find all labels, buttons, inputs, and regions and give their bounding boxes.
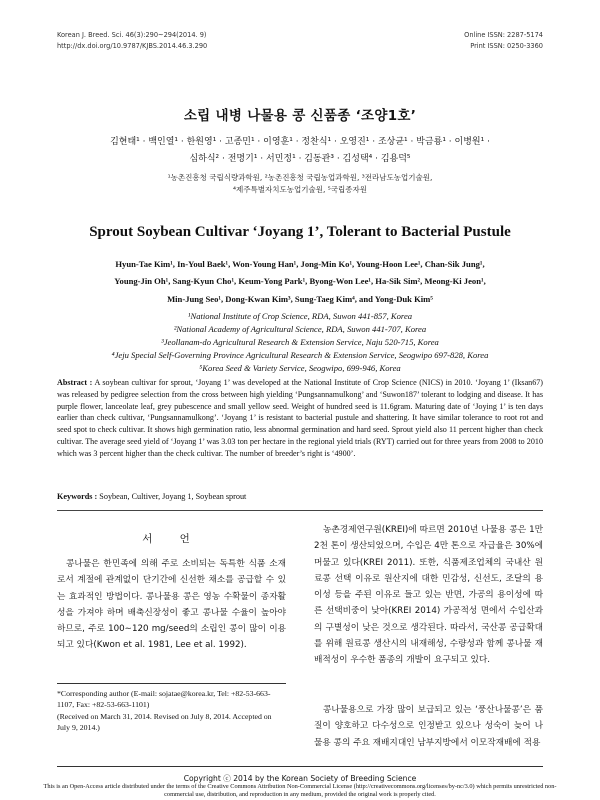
online-issn: Online ISSN: 2287-5174: [464, 31, 543, 39]
corresponding-author-note: *Corresponding author (E-mail: sojatae@korea.kr, Tel: +82-53-663-1107, Fax: +82-53-663-1101): [57, 689, 271, 709]
english-affiliation-5: ⁵Korea Seed & Variety Service, Seogwipo, 699-946, Korea: [199, 363, 401, 373]
keywords: [57, 492, 246, 501]
keywords-text: Soybean, Cultiver, Joyang 1, Soybean sprout: [99, 492, 247, 501]
abstract-text: A soybean cultivar for sprout, ‘Joyang 1’ was developed at the National Institute of Crop Science (NICS) in 2010. ‘Joyang 1’ (Iksan67) was released by pedigree selection from the cross between high yielding ‘Pungsannamulkong’ and ‘Suwon187’ tolerant to lodging and disease. It has purple flower, lanceolate leaf, grey pubescence and small yellow seed. Weight of hundred seed is 11.6gram. Maturing date of ‘Joying 1’ is ten days earlier than check cultivar, ‘Pungsannamulkong’. ‘Joyang 1’ is resistant to bacterial pustule and shattering. It have similar tolerance to root rot and seed spot to check cultivar. It shows high germination ratio, less abnormal germination and hard seed. Sprout yield also 11 percent higher than check cultivar. The average seed yield of ‘Joyang 1’ was 3.03 ton per hectare in the regional yield trials (RYT) carried out for three years from 2008 to 2010 which was 3 percent higher than the check cultivar. The number of breeder’s right is ‘4900’.: [57, 378, 544, 458]
english-affiliation-4: ⁴Jeju Special Self-Governing Province Agricultural Research & Extension Service, Seogwipo 697-828, Korea: [111, 350, 489, 360]
intro-paragraph-left: 콩나물은 한민족에 의해 주로 소비되는 독특한 식품 소재로서 계절에 관계없이 단기간에 신선한 채소를 공급할 수 있는 효과적인 방법이다. 콩나물용 콩은 영농 수확물이 종자활성을 가져야 하며 배축신장성이 좋고 콩나물 수율이 높아야 하므로, 주로 100∼120 mg/seed의 소립인 콩이 많이 이용되고 있다(Kwon et al. 1981, Lee et al. 1992).: [57, 559, 286, 651]
intro-paragraph-right-1: 농촌경제연구원(KREI)에 따르면 2010년 나물용 콩은 1만 2천 톤이 생산되었으며, 수입은 4만 톤으로 자급율은 30%에 머물고 있다(KREI 2011). 또한, 식품제조업체의 국내산 원료콩 선택 이유로 원산지에 대한 민감성, 신선도, 조달의 용이성 등을 주된 이유로 들고 있는 반면, 가공의 용이성에 따른 선택비중이 낮아(KREI 2014) 가공적성 면에서 수입산과의 구별성이 낮은 것으로 생각된다. 따라서, 국산콩 공급확대를 위해 원료콩 생산시의 내재해성, 수량성과 함께 콩나물 재배적성이 우수한 품종의 개발이 요구되고 있다.: [314, 525, 543, 666]
license-notice: This is an Open-Access article distributed under the terms of the Creative Commons Attribution Non-Commercial License (http://creativecommons.org/licenses/by-nc/3.0) which permits unrestricted non-commercial use, distribution, and reproduction in any medium, provided the original work is properly cited.: [43, 783, 557, 798]
footer-divider: [57, 766, 543, 767]
english-authors-line-1: Hyun-Tae Kim¹, In-Youl Baek¹, Won-Young Han¹, Jong-Min Ko¹, Young-Hoon Lee¹, Chan-Sik Jung¹,: [115, 259, 485, 269]
english-affiliation-2: ²National Academy of Agricultural Science, RDA, Suwon 441-707, Korea: [173, 324, 427, 334]
journal-citation: Korean J. Breed. Sci. 46(3):290~294(2014. 9): [57, 31, 207, 39]
english-affiliation-3: ³Jeollanam-do Agricultural Research & Extension Service, Naju 520-715, Korea: [161, 337, 439, 347]
english-affiliation-1: ¹National Institute of Crop Science, RDA, Suwon 441-857, Korea: [187, 311, 413, 321]
english-authors-line-3: Min-Jung Seo¹, Dong-Kwan Kim³, Sung-Taeg Kim⁴, and Yong-Duk Kim⁵: [167, 294, 433, 304]
copyright-notice: Copyright ⓒ 2014 by the Korean Society of Breeding Science: [183, 774, 417, 783]
keywords-label: Keywords :: [57, 492, 98, 501]
korean-title: 소립 내병 나물용 콩 신품종 ‘조양1호’: [183, 108, 417, 124]
print-issn: Print ISSN: 0250-3360: [470, 42, 543, 50]
abstract: [57, 377, 543, 460]
korean-authors-line-1: 김현태¹ · 백인열¹ · 한원영¹ · 고종민¹ · 이영훈¹ · 정찬식¹ · 오영진¹ · 조상균¹ · 박금룡¹ · 이병원¹ ·: [110, 137, 490, 147]
korean-affiliations-line-2: ⁴제주특별자치도농업기술원, ⁵국립종자원: [233, 185, 367, 194]
section-title-introduction: 서 언: [142, 533, 202, 545]
footnote-divider: [57, 683, 286, 684]
doi-link[interactable]: http://dx.doi.org/10.9787/KJBS.2014.46.3.290: [57, 42, 208, 50]
divider: [57, 510, 543, 511]
korean-authors-line-2: 심하식² · 전명기¹ · 서민정¹ · 김동관³ · 김성택⁴ · 김용덕⁵: [189, 154, 411, 164]
english-authors-line-2: Young-Jin Oh¹, Sang-Kyun Cho¹, Keum-Yong Park¹, Byong-Won Lee¹, Ha-Sik Sim², Meong-Ki Jeon¹,: [114, 276, 486, 286]
english-title: Sprout Soybean Cultivar ‘Joyang 1’, Tolerant to Bacterial Pustule: [89, 224, 511, 240]
intro-paragraph-right-2: 콩나물용으로 가장 많이 보급되고 있는 ‘풍산나물콩’은 품질이 양호하고 다수성으로 인정받고 있으나 성숙이 늦어 나물용 콩의 주요 재배지대인 남부지방에서 이모작재배에 적용: [314, 705, 543, 748]
korean-affiliations-line-1: ¹농촌진흥청 국립식량과학원, ²농촌진흥청 국립농업과학원, ³전라남도농업기술원,: [167, 173, 433, 182]
received-dates-note: (Received on March 31, 2014. Revised on July 8, 2014. Accepted on July 9, 2014.): [57, 712, 272, 732]
abstract-label: Abstract :: [57, 378, 93, 387]
